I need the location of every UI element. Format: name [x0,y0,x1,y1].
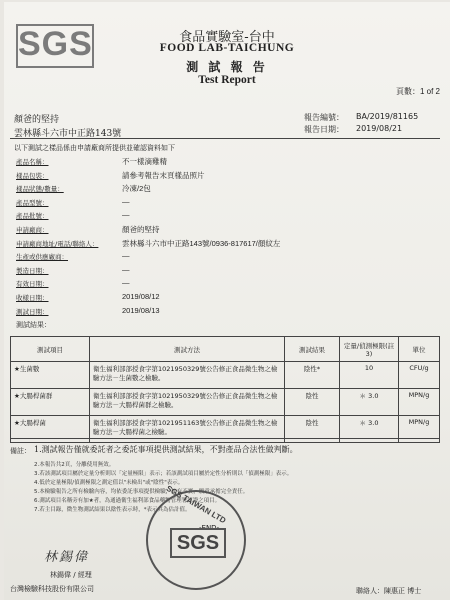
field-value: 請參考報告末頁樣品照片 [122,170,205,180]
report-title-en: Test Report [198,74,256,86]
cell-result: 陰性 [285,416,340,443]
field-label: 有效日期： [16,280,49,289]
lab-name-en: FOOD LAB-TAICHUNG [159,42,295,54]
company-seal [146,483,246,590]
seal-text: SGS TAIWAN LTD [164,483,228,526]
cell-result: 陰性* [285,362,340,389]
intro-text: 以下測試之樣品係由申請廠商所提供並確認資料如下 [14,144,175,152]
cell-item: ★生菌數 [11,362,90,389]
cell-limit: 10 [340,362,399,389]
cell-item: ★大腸桿菌群 [11,389,90,416]
field-value: — [122,278,130,288]
field-value: — [122,251,130,261]
cell-method: 衛生福利部部授食字第1021950329號公告修正食品微生物之檢驗方法－大腸桿菌群之檢驗。 [90,389,285,416]
table-row [11,362,440,389]
header-limit: 定量/偵測極限(註3) [340,337,399,362]
cell-limit: ＊ 3.0 [340,416,399,443]
cell-limit: ＊ 3.0 [340,389,399,416]
contact-person: 聯絡人：陳惠正 博士 [356,587,422,595]
field-label: 生產或供應廠商： [16,253,68,262]
report-date: 2019/08/21 [356,124,403,133]
field-value: — [122,196,130,206]
field-value: 冷凍/2包 [122,184,151,194]
field-label: 測試日期： [16,307,49,316]
notes-main: 1.測試報告僅就委託者之委託事項提供測試結果，不對產品合法性做判斷。 [34,445,298,454]
notes-label: 備註： [10,447,31,455]
signer-name-title: 林錫偉 / 經理 [50,571,92,579]
report-date-label: 報告日期： [304,125,344,134]
note-item: 2.本報告共2頁，分離使用無效。 [34,462,115,468]
note-item: 5.本檢驗報告之所有檢驗內容，均依委託事項提供檢驗，如有不實，願意承擔完全責任。 [34,489,249,495]
results-table [10,336,440,443]
divider [10,438,440,439]
note-item: 4.低於定量極限/偵測極限之測定值以"未檢出"或"陰性"表示。 [34,480,184,486]
page-number: 頁數：1 of 2 [395,87,440,96]
cell-method: 衛生福利部部授食字第1021950329號公告修正食品微生物之檢驗方法－生菌數之檢驗。 [90,362,285,389]
field-label: 產品名稱： [16,158,49,166]
note-item: 6.測試項目名稱旁有加★者，為通過衛生福利部食品藥物管理署認證之項目。 [34,498,221,504]
field-value: 顏爸的堅持 [122,225,160,234]
note-item: 3.若該測試項目屬於定量分析則以「定量極限」表示；若該測試項目屬於定性分析則以「偵測極限」表示。 [34,471,293,477]
table-row [11,389,440,416]
field-value: 雲林縣斗六市中正路143號/0936-817617/顏紋左 [122,238,281,248]
note-item: 7.若主目錄，微生物測試結果以陰性表示時，*表示其為估計值。 [34,507,191,513]
field-value: — [122,210,130,220]
header-result: 測試結果 [285,337,340,362]
table-header-row [11,337,440,362]
report-title-cn: 測 試 報 告 [186,60,268,74]
field-value: 不一樣滴雞精 [122,157,167,166]
company-name: 台灣檢驗科技股份有限公司 [10,585,94,593]
report-no-label: 報告編號： [304,113,344,122]
header-item: 測試項目 [11,337,90,362]
header-unit: 單位 [399,337,440,362]
cell-unit: MPN/g [399,416,440,443]
field-label: 產品批號： [16,212,49,221]
field-label: 產品型號： [16,198,49,207]
header-method: 測試方法 [90,337,285,362]
cell-result: 陰性 [285,389,340,416]
cell-unit: CFU/g [399,362,440,389]
field-label: 收樣日期： [16,294,49,302]
seal-logo: SGS [170,528,226,558]
client-name: 顏爸的堅持 [14,115,60,125]
sgs-logo: SGS [16,24,94,68]
field-label: 製造日期： [16,266,49,275]
field-label: 申請廠商： [16,226,49,234]
field-value: — [122,264,130,274]
client-address: 雲林縣斗六市中正路143號 [14,129,122,139]
report-page [4,2,450,600]
field-value: 2019/08/13 [122,305,160,315]
lab-name-cn: 食品實驗室-台中 [179,30,275,45]
field-value: 2019/08/12 [122,292,160,301]
field-label: 樣品狀態/數量： [16,185,64,194]
field-label: 申請廠商地址/電話/聯絡人： [16,239,99,248]
divider [10,138,440,139]
end-mark: -END- [199,524,220,532]
results-label: 測試結果： [16,321,51,329]
handwritten-signature: 林錫偉 [44,550,90,565]
cell-unit: MPN/g [399,389,440,416]
cell-method: 衛生福利部部授食字第1021951163號公告修正食品微生物之檢驗方法－大腸桿菌之檢驗。 [90,416,285,443]
report-no: BA/2019/81165 [356,112,419,121]
field-label: 樣品包裝： [16,171,49,180]
cell-item: ★大腸桿菌 [11,416,90,443]
